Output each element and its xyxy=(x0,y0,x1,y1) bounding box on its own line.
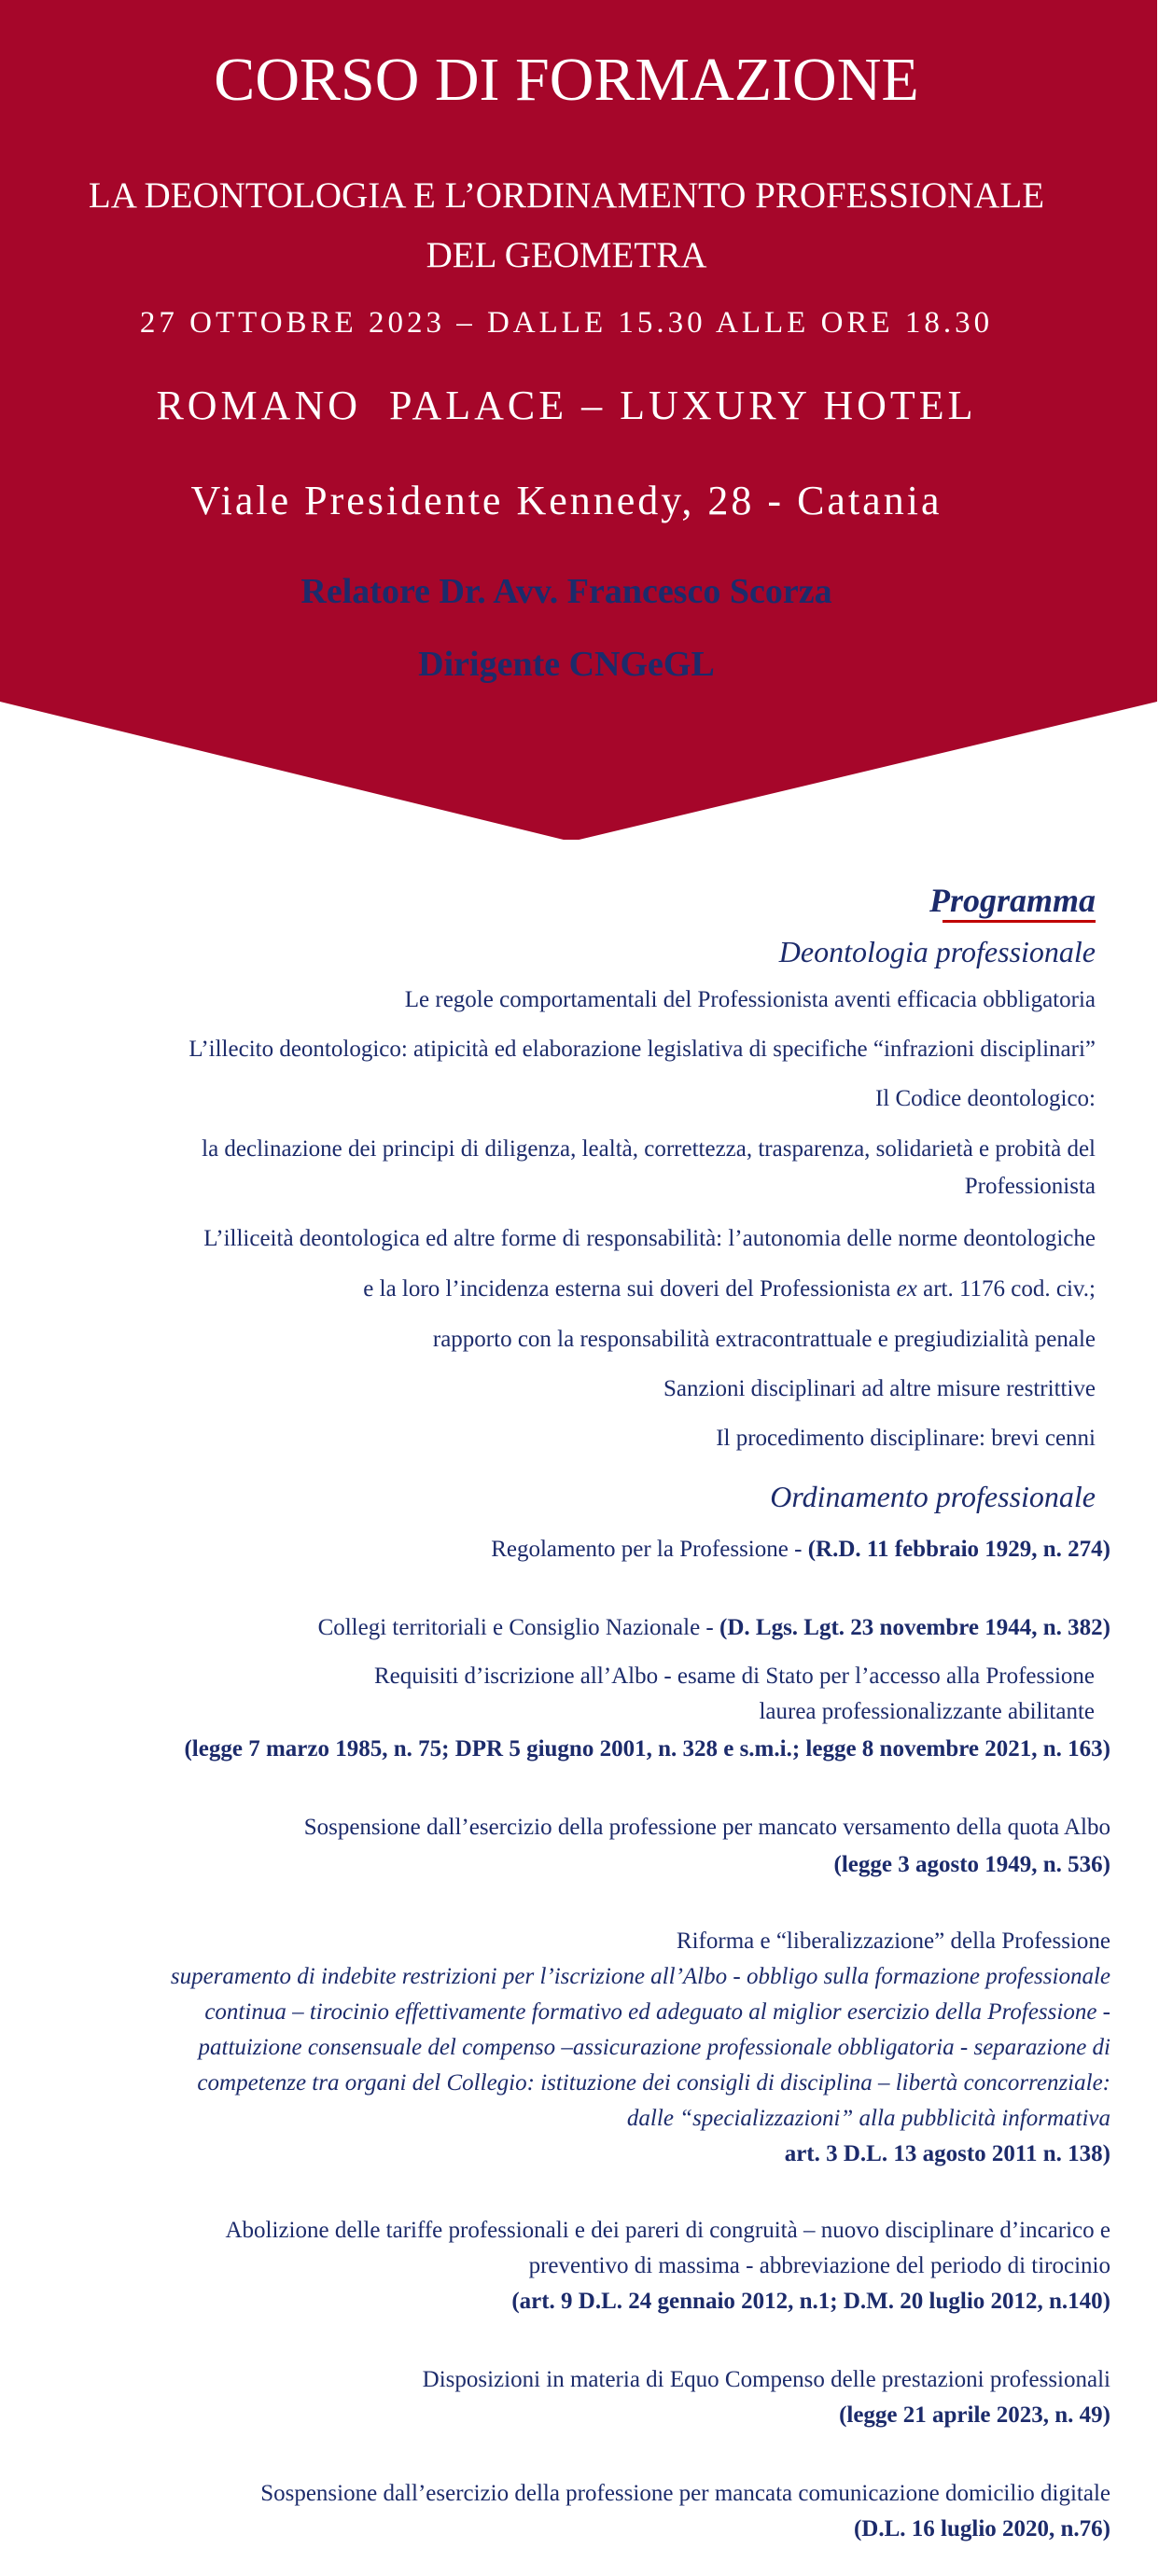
deontologia-item: Le regole comportamentali del Professionista aventi efficacia obbligatoria xyxy=(404,987,1096,1012)
ordinamento-heading: Ordinamento professionale xyxy=(770,1480,1096,1513)
venue-address: Viale Presidente Kennedy, 28 - Catania xyxy=(190,478,943,523)
deontologia-item-text: e la loro l’incidenza esterna sui doveri del Professionista xyxy=(363,1276,891,1302)
abolizione-line: Abolizione delle tariffe professionali e dei pareri di congruità – nuovo disciplinare d’incarico e xyxy=(225,2218,1110,2243)
deontologia-item: Sanzioni disciplinari ad altre misure restrittive xyxy=(663,1376,1096,1401)
subject-line-2: DEL GEOMETRA xyxy=(426,235,707,275)
abolizione-line: preventivo di massima - abbreviazione del periodo di tirocinio xyxy=(528,2253,1110,2278)
riforma-detail: pattuizione consensuale del compenso –assicurazione professionale obbligatoria - separazione di xyxy=(198,2035,1110,2060)
requisiti-ref: (legge 7 marzo 1985, n. 75; DPR 5 giugno 2001, n. 328 e s.m.i.; legge 8 novembre 2021, n. 163) xyxy=(184,1736,1110,1761)
requisiti-line: Requisiti d’iscrizione all’Albo - esame di Stato per l’accesso alla Professione xyxy=(374,1664,1095,1689)
collegi-item xyxy=(0,1610,1110,1646)
course-title: CORSO DI FORMAZIONE xyxy=(214,46,919,114)
deontologia-item: L’illecito deontologico: atipicità ed elaborazione legislativa di specifiche “infrazioni disciplinari” xyxy=(189,1037,1096,1062)
sospensione-quota-text: Sospensione dall’esercizio della professione per mancato versamento della quota Albo xyxy=(303,1815,1110,1840)
regolamento-item xyxy=(0,1532,1110,1567)
riforma-detail: continua – tirocinio effettivamente formativo ed adeguato al miglior esercizio della Professione - xyxy=(204,1999,1110,2025)
deontologia-item: Professionista xyxy=(964,1174,1096,1199)
programma-title: Programma xyxy=(929,882,1096,919)
deontologia-item: la declinazione dei principi di diligenza, lealtà, correttezza, trasparenza, solidarietà e probità del xyxy=(202,1136,1096,1162)
venue-name: ROMANO PALACE – LUXURY HOTEL xyxy=(156,383,977,428)
deontologia-item: rapporto con la responsabilità extracontrattuale e pregiudizialità penale xyxy=(432,1327,1096,1352)
deontologia-item: Il Codice deontologico: xyxy=(874,1086,1096,1111)
regolamento-text: Regolamento per la Professione - xyxy=(491,1537,808,1562)
collegi-text: Collegi territoriali e Consiglio Nazionale - xyxy=(317,1615,720,1640)
sospensione-domicilio-ref: (D.L. 16 luglio 2020, n.76) xyxy=(853,2516,1110,2541)
event-date-time: 27 OTTOBRE 2023 – DALLE 15.30 ALLE ORE 18.30 xyxy=(139,306,994,340)
speaker-name: Relatore Dr. Avv. Francesco Scorza xyxy=(300,572,832,611)
abolizione-ref: (art. 9 D.L. 24 gennaio 2012, n.1; D.M. 20 luglio 2012, n.140) xyxy=(511,2289,1110,2314)
speaker-role: Dirigente CNGeGL xyxy=(418,645,715,684)
riforma-title: Riforma e “liberalizzazione” della Professione xyxy=(676,1929,1110,1954)
subject-line-1: LA DEONTOLOGIA E L’ORDINAMENTO PROFESSIONALE xyxy=(88,175,1045,216)
deontologia-heading: Deontologia professionale xyxy=(778,935,1096,968)
riforma-ref: art. 3 D.L. 13 agosto 2011 n. 138) xyxy=(784,2141,1110,2166)
sospensione-domicilio-text: Sospensione dall’esercizio della professione per mancata comunicazione domicilio digitale xyxy=(260,2481,1110,2506)
equo-compenso-ref: (legge 21 aprile 2023, n. 49) xyxy=(839,2402,1110,2428)
deontologia-item: L’illiceità deontologica ed altre forme di responsabilità: l’autonomia delle norme deontologiche xyxy=(203,1226,1096,1251)
riforma-detail: dalle “specializzazioni” alla pubblicità informativa xyxy=(626,2106,1110,2131)
deontologia-item-ex xyxy=(0,1273,1096,1306)
riforma-detail: competenze tra organi del Collegio: istituzione dei consigli di disciplina – libertà concorrenziale: xyxy=(197,2070,1110,2096)
requisiti-line: laurea professionalizzante abilitante xyxy=(759,1699,1095,1724)
riforma-detail: superamento di indebite restrizioni per l’iscrizione all’Albo - obbligo sulla formazione professionale xyxy=(170,1964,1110,1989)
ex-tail: art. 1176 cod. civ.; xyxy=(916,1276,1096,1302)
deontologia-item: Il procedimento disciplinare: brevi cenni xyxy=(716,1426,1096,1451)
sospensione-quota-ref: (legge 3 agosto 1949, n. 536) xyxy=(833,1852,1110,1877)
equo-compenso-text: Disposizioni in materia di Equo Compenso delle prestazioni professionali xyxy=(422,2367,1110,2392)
regolamento-ref: (R.D. 11 febbraio 1929, n. 274) xyxy=(807,1537,1110,1562)
programma-title-underline xyxy=(943,920,1096,923)
collegi-ref: (D. Lgs. Lgt. 23 novembre 1944, n. 382) xyxy=(719,1615,1110,1640)
ex-word: ex xyxy=(896,1276,917,1302)
